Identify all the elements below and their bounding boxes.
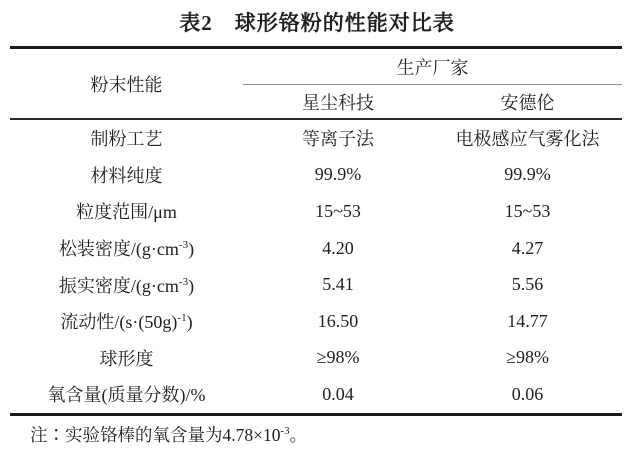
cell-value: 电极感应气雾化法 xyxy=(455,129,600,150)
table-body xyxy=(10,119,622,414)
cell-value: 等离子法 xyxy=(302,129,374,150)
cell-value: 4.27 xyxy=(511,237,544,258)
cell-value: 0.04 xyxy=(322,383,354,404)
row-label: 材料纯度 xyxy=(90,165,163,186)
header-row-group xyxy=(10,48,622,85)
table-row xyxy=(10,230,622,267)
header-manufacturer-group: 生产厂家 xyxy=(243,48,622,85)
cell-value: 99.9% xyxy=(314,164,362,185)
table-footnote: 注∶实验铬棒的氧含量为$4.78\times 10^{-3}$。 xyxy=(30,425,308,445)
cell-value: ≥98% xyxy=(316,347,360,368)
table-row xyxy=(10,193,622,230)
cell-value: 5.56 xyxy=(511,274,544,295)
table-header xyxy=(10,48,622,120)
row-label: 松装密度$/(g\cdot cm^{-3})$ xyxy=(58,239,195,260)
performance-table xyxy=(10,46,622,416)
row-label: 制粉工艺 xyxy=(90,129,163,150)
row-label: 粒度范围/μm xyxy=(76,202,177,223)
row-label: 流动性$/(s\cdot(50g)^{-1})$ xyxy=(60,312,193,333)
row-label: 氧含量(质量分数)/% xyxy=(47,385,206,406)
cell-value: 99.9% xyxy=(504,164,551,185)
row-label: 振实密度$/(g\cdot cm^{-3})$ xyxy=(58,275,195,296)
row-label: 球形度 xyxy=(99,348,154,369)
cell-value: 4.20 xyxy=(322,237,354,258)
cell-value: 14.77 xyxy=(507,310,548,331)
table-row xyxy=(10,376,622,414)
header-manufacturer-2: 安德伦 xyxy=(433,85,622,120)
cell-value: 15~53 xyxy=(315,200,361,221)
table-row xyxy=(10,266,622,303)
table-row xyxy=(10,340,622,377)
cell-value: 16.50 xyxy=(317,310,359,331)
cell-value: 15~53 xyxy=(504,200,551,221)
table-row xyxy=(10,157,622,194)
cell-value: 5.41 xyxy=(322,274,354,295)
table-row xyxy=(10,303,622,340)
cell-value: ≥98% xyxy=(506,347,549,368)
header-powder-property: 粉末性能 xyxy=(10,48,243,120)
table-title: 表2 球形铬粉的性能对比表 xyxy=(179,11,455,35)
table-row xyxy=(10,119,622,157)
cell-value: 0.06 xyxy=(511,383,544,404)
header-manufacturer-1: 星尘科技 xyxy=(243,85,433,120)
